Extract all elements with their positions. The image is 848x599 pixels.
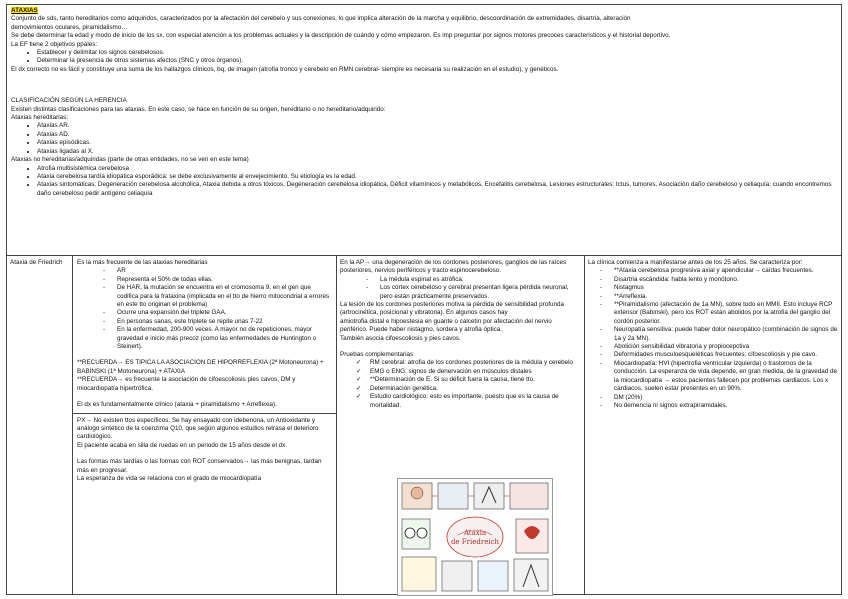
clinical-lead: La clínica comienza a manifestarse antes de los 25 años. Se caracteriza por: [588, 259, 803, 266]
list-item: • Ataxia cerebelosa tardía idiopática esporádica: se debe exclusivamente al envejecimiento. Su etiología es la edad. [37, 173, 837, 181]
list-item: • Ataxias AD. [37, 131, 837, 139]
list-item: - De HAR, la mutación se encuentra en el cromosoma 9, en el gen que codifica para la frataxina (implicada en el tto de hierro mitocondrial a errores en este tto originan el problema) [117, 284, 332, 309]
clinical-list [588, 267, 840, 410]
list-item: ✓ **Determinación de E. Si su déficit fuera la causa, tiene tto. [370, 376, 581, 384]
list-item: - La médula espinal es atrófica. [380, 276, 581, 284]
nonhereditary-list [11, 165, 837, 199]
list-item: - AR [117, 267, 332, 275]
list-item: - **Ataxia cerebelosa progresiva axial y apendicular→ caídas frecuentes. [614, 267, 840, 275]
list-item: - Disartria escándida: habla lento y monótono. [614, 276, 840, 284]
list-item: • Ataxias ligadas al X. [37, 148, 837, 156]
list-item: • Ataxias AR. [37, 122, 837, 130]
dx-text: El dx es fundamentalmente clínico (ataxia + piramidalismo + Arreflexia). [77, 401, 277, 409]
list-item: ✓ EMG o ENG: signos de denervación en músculos distales [370, 368, 581, 376]
tests-label: Pruebas complementarias [340, 351, 414, 359]
list-item: - **Arreflexia. [614, 293, 840, 301]
pathology-body: La lesión de los cordones posteriores motiva la pérdida de sensibilidad profunda (artrocinética, posicional y vibratoria). En algunos casos hay [340, 301, 565, 317]
list-item: - Los córtex cerebeloso y cerebral presentan ligera pérdida neuronal, pero están prácticamente preservados. [380, 284, 581, 301]
list-item: - Abolición sensibilidad vibratoria y propiocepctiva [614, 343, 840, 351]
list-item: - **Piramidalismo (afectación de 1a MN), sobre todo en MMII. Esto incluye RCP extensor (Babinski), pero los ROT están abolidos por la atrofia del ganglio del cordón posterior. [614, 301, 840, 326]
reminder-1: **RECUERDA→ ES TIPICA LA ASOCIACION DE HIPORREFLEXIA (2ª Motoneurona) + BABINSKI (1ª Motoneurona) + ATAXIA [77, 359, 324, 375]
prognosis-text: Las formas más tardías o las formas con ROT conservados→ las más benignas, tardan más en progresar. [77, 458, 322, 474]
list-item: ✓ Determinación genética. [370, 385, 581, 393]
list-item: - Ocurre una expansión del triplete GAA. [117, 309, 332, 317]
list-item: • Establecer y delimitar los signos cerebelosos. [37, 49, 837, 57]
list-item: - Neuropatía sensitiva: puede haber dolor neuropático (combinación de signos de 1a y 2a MN). [614, 326, 840, 343]
hereditary-list [11, 122, 837, 156]
list-item: - Nistagmus [614, 284, 840, 292]
list-item: • Atrofia multisistémica cerebelosa [37, 165, 837, 173]
list-item: - DM (20%) [614, 394, 840, 402]
list-item: - No demencia ni signos extrapiramidales. [614, 402, 840, 410]
illustration-caption-2: de Friedreich [450, 538, 500, 546]
intro-line: Se debe determinar la edad y modo de inicio de los sx, con especial atención a los problemas actuales y la descripción de cuándo y cómo empezaron. Es imp preguntar por signos motores precoces característicos y el historial deportivo. [11, 32, 671, 40]
hereditary-label: Ataxias hereditarias: [11, 114, 69, 122]
prognosis-text: El paciente acaba en silla de ruedas en un periodo de 15 años desde el dx. [77, 441, 288, 449]
friedreich-table [6, 256, 842, 595]
prognosis-block [73, 413, 336, 487]
genetics-lead: Es la más frecuente de las ataxias hereditarias [77, 259, 208, 266]
list-item: - Deformidades musculoesqueléticas frecuentes: cifoescoliosis y pie cavo. [614, 351, 840, 359]
table-cell-title [7, 256, 73, 594]
disease-name: Ataxia de Friedrich [10, 259, 63, 266]
list-item: • Ataxias sintomáticas: Degeneración cerebelosa alcohólica, Ataxia debida a otros tóxicos, Degeneración cerebelosa idiopática, Déficit vitamínicos y metabólicos, Encefalitis cerebelosa, Lesiones estructurales: Ictus, tumores, Asociación daño cerebeloso y celiaquía: cuando encontremos daño cerebeloso pedir antígeno celiaquía [37, 181, 837, 198]
prognosis-text: PX→ No existen ttos específicos. Se hay ensayado con idebenona, un Antioxidante y análogo sintético de la coenzima Q10, que según algunos estudios retrasa el deterioro cardiológico. [77, 416, 319, 441]
classification-title: CLASIFICACIÓN SEGÚN LA HERENCIA [11, 97, 127, 105]
friedreich-illustration [397, 478, 553, 596]
table-cell-clinical [585, 256, 843, 594]
list-item: - En la enfermedad, 200-900 veces. A mayor no de repeticiones, mayor gravedad e inicio más precoz (como las enfermedades de Huntington o Steinert). [117, 326, 332, 351]
genetics-block [73, 256, 336, 413]
table-cell-genetics [73, 256, 337, 594]
list-item: ✓ Estudio cardiológico: esto es importante, puesto que es la causa de mortalidad. [370, 393, 581, 410]
list-item: • Determinar la presencia de otros sistemas afectos (SNC y otros órganos). [37, 57, 837, 65]
tests-list [340, 359, 581, 409]
list-item: - Miocardiopatía: HVI (hipertrofia ventricular izquierda) o trastornos de la conducción. La esperanza de vida depende, en gran medida, de la gravedad de la miocardiopatía → estos pacientes fallecen por problemas cardiacos. Los x cardiacos, suelen estar presentes en un 90%. [614, 360, 840, 394]
page-title: ATAXIAS [11, 7, 38, 14]
pathology-lead: En la AP→ una degeneración de los cordones posteriores, ganglios de las raíces posteriores, nervios periféricos y tracto espinocerebeloso. [340, 259, 567, 275]
document-page [6, 4, 842, 595]
pathology-list [340, 276, 581, 301]
pathology-body: También asocia cifoescoliosis y pies cavos. [340, 334, 461, 342]
list-item: • Ataxias episódicas. [37, 139, 837, 147]
list-item: - Representa el 50% de todas ellas. [117, 276, 332, 284]
classification-intro: Existen distintas clasificaciones para las ataxias. En este caso, se hace en función de su origen, hereditario o no hereditario/adquirido: [11, 105, 386, 113]
dx-paragraph: El dx correcto no es fácil y constituye una suma de los hallazgos clínicos, bq, de imagen (atrofia tronco y cerebelo en RMN cerebral- siempre es necesaria su realización en el estudio), y genéticos. [11, 65, 559, 73]
intro-line: La EF tiene 2 objetivos ppales: [11, 40, 98, 48]
pathology-body: amiotrofia distal e hipoestesia en guante o calcetín por afectación del nervio periférico. Puede haber nistagmo, sordera y atrofia óptica. [340, 317, 552, 334]
intro-section [6, 4, 842, 256]
list-item: ✓ RM cerebral: atrofia de los cordones posteriores de la médula y cerebelo [370, 359, 581, 367]
table-cell-pathology [337, 256, 585, 594]
reminder-2: **RECUERDA→ es frecuente la asociación de cifoescoliosis pies cavos, DM y miocardiopatía hipertrófica. [77, 376, 296, 392]
nonhereditary-label: Ataxias no hereditarias/adquiridas (parte de otras entidades, no se ven en este tema) [11, 156, 249, 164]
intro-line: Conjunto de sds, tanto hereditarios como adquiridos, caracterizados por la afectación del cerebelo y sus conexiones, lo que implica alteración de la marcha y equilibrio, descoordinación de extremidades, disartria, alteración [11, 15, 631, 23]
list-item: - En personas sanas, este triplete se repite unas 7-22 [117, 318, 332, 326]
intro-line: demovimientos oculares, piramidalismo… [11, 23, 128, 31]
illustration-caption-1: Ataxia [463, 529, 487, 537]
illustration-graphic [398, 479, 552, 595]
objectives-list [11, 49, 837, 66]
prognosis-text: La esperanza de vida se relaciona con el grado de miocardiopatía [77, 474, 262, 482]
genetics-list [77, 267, 332, 351]
